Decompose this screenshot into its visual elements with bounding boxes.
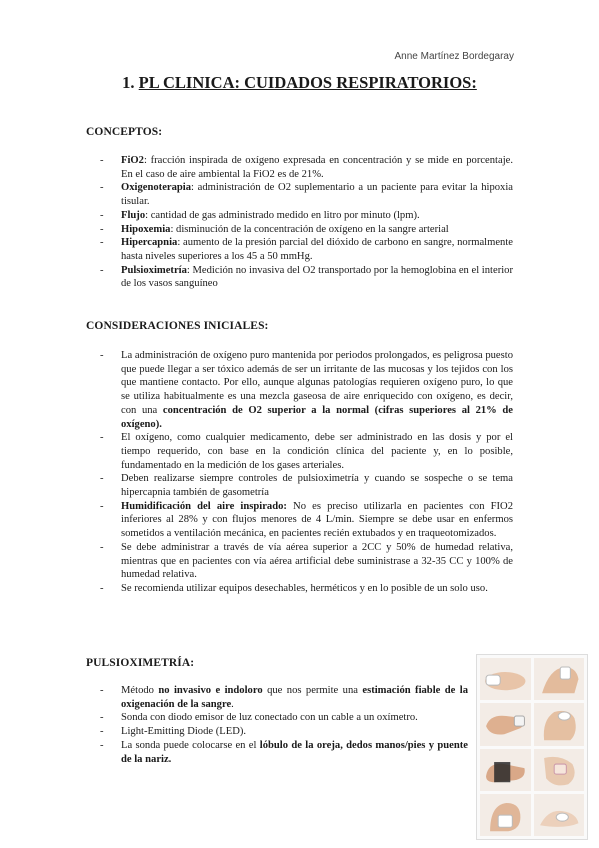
dash-marker: - (100, 685, 104, 696)
dash-marker: - (100, 223, 104, 235)
term: FiO2 (121, 155, 144, 166)
item-text: que nos permite una (262, 685, 363, 696)
title-text: PL CLINICA: CUIDADOS RESPIRATORIOS: (138, 73, 477, 92)
list-item (100, 236, 513, 263)
finger-probe-image-2 (534, 658, 585, 700)
item-text: Método (121, 685, 159, 696)
consideraciones-heading: CONSIDERACIONES INICIALES: (86, 320, 269, 332)
list-item (100, 684, 468, 711)
item-emphasis: concentración de O2 superior a la normal (cifras superiores al 21% de oxígeno). (121, 404, 514, 430)
title-number: 1. (122, 73, 135, 92)
item-text: Se recomienda utilizar equipos desechables, herméticos y en lo posible de un solo uso. (121, 582, 488, 594)
definition: : administración de O2 suplementario a un paciente para evitar la hipoxia tisular. (121, 182, 513, 208)
term: Flujo (121, 209, 146, 221)
list-item (100, 472, 513, 499)
list-item (100, 223, 513, 237)
list-item (100, 264, 513, 291)
list-item (100, 349, 513, 431)
nose-probe-image (534, 794, 585, 836)
item-text: La sonda puede colocarse en el (121, 739, 260, 751)
item-text: Light-Emitting Diode (LED). (121, 726, 247, 738)
definition: : disminución de la concentración de oxígeno en la sangre arterial (170, 223, 449, 235)
item-text: No es preciso utilizarla en pacientes con FIO2 inferiores al 28% y con flujos menores de 4 L/min. Siempre se debe usar en enfermos sometidos a ventilación mecánica, en pacientes recién extubados y en traqueotomizados. (121, 500, 513, 540)
term: Oxigenoterapia (121, 182, 192, 194)
page-title (0, 73, 599, 93)
dash-marker: - (100, 182, 104, 194)
dash-marker: - (100, 739, 104, 751)
item-text: La administración de oxígeno puro mantenida por periodos prolongados, es peligrosa puesto que puede llegar a ser tóxico además de ser un irritante de las mucosas y los tejidos con los que mantiene contacto. Por ello, aunque algunas patologías requieren oxígeno puro, lo que se utiliza habitualmente es una mezcla gaseosa de aire enriquecido con oxígeno, es decir, con una (121, 350, 513, 416)
item-emphasis: lóbulo de la oreja, dedos manos/pies y puente de la nariz. (121, 739, 468, 765)
item-text: . (231, 698, 234, 710)
dash-marker: - (100, 209, 104, 221)
finger-probe-image-1 (480, 658, 531, 700)
dash-marker: - (100, 237, 104, 249)
dash-marker: - (100, 432, 104, 444)
term: Hipercapnia (121, 237, 178, 249)
author-name: Anne Martínez Bordegaray (394, 51, 514, 62)
foot-probe-image (480, 749, 531, 791)
list-item (100, 739, 468, 766)
list-item (100, 725, 468, 739)
item-emphasis: no invasivo e indoloro (158, 685, 263, 696)
dash-marker: - (100, 350, 104, 361)
list-item (100, 209, 513, 223)
item-text: Deben realizarse siempre controles de pulsioximetría y cuando se sospeche o se tema hipercapnia también de gasometría (121, 473, 513, 499)
list-item (100, 582, 513, 596)
term: Hipoxemia (121, 223, 171, 235)
definition: : Medición no invasiva del O2 transportado por la hemoglobina en el interior de los vasos sanguíneo (121, 264, 513, 290)
conceptos-list (100, 154, 513, 291)
pulsioximetria-heading: PULSIOXIMETRÍA: (86, 657, 195, 669)
dash-marker: - (100, 500, 104, 512)
list-item (100, 181, 513, 208)
hand-probe-image (480, 703, 531, 745)
definition: : aumento de la presión parcial del dióxido de carbono en sangre, normalmente hasta niveles superiores a los 45 a 50 mmHg. (121, 237, 513, 262)
item-emphasis: estimación fiable de la oxigenación de la sangre (121, 685, 468, 710)
dash-marker: - (100, 582, 104, 594)
dash-marker: - (100, 264, 104, 276)
dash-marker: - (100, 473, 104, 485)
conceptos-heading: CONCEPTOS: (86, 126, 163, 138)
pulsioximetria-list (100, 684, 468, 766)
item-emphasis: Humidificación del aire inspirado: (121, 500, 287, 512)
consideraciones-list (100, 349, 513, 596)
ear-probe-image (480, 794, 531, 836)
definition: : cantidad de gas administrado medido en litro por minuto (lpm). (145, 209, 420, 221)
definition: : fracción inspirada de oxígeno expresada en concentración y se mide en porcentaje. En el caso de aire ambiental la FiO2 es de 21%. (121, 155, 513, 180)
list-item (100, 154, 513, 181)
dash-marker: - (100, 155, 104, 166)
dash-marker: - (100, 712, 104, 724)
list-item (100, 500, 513, 541)
list-item (100, 431, 513, 472)
item-text: Sonda con diodo emisor de luz conectado con un cable a un oxímetro. (121, 712, 418, 724)
foot-probe-image-2 (534, 749, 585, 791)
item-text: El oxígeno, como cualquier medicamento, debe ser administrado en las dosis y por el tiempo requerido, con base en la condición clínica del paciente y, en lo posible, fundamentado en la medición de los gases arteriales. (121, 432, 513, 471)
dash-marker: - (100, 541, 104, 553)
probe-placement-image (476, 654, 588, 840)
hand-probe-image-2 (534, 703, 585, 745)
item-text: Se debe administrar a través de vía aérea superior a 2CC y 50% de humedad relativa, mientras que en pacientes con vía aérea artificial debe suministrase a 32-35 CC y 100% de humedad relativa. (121, 541, 513, 581)
dash-marker: - (100, 726, 104, 738)
term: Pulsioximetría (121, 264, 187, 276)
list-item (100, 541, 513, 582)
list-item (100, 711, 468, 725)
